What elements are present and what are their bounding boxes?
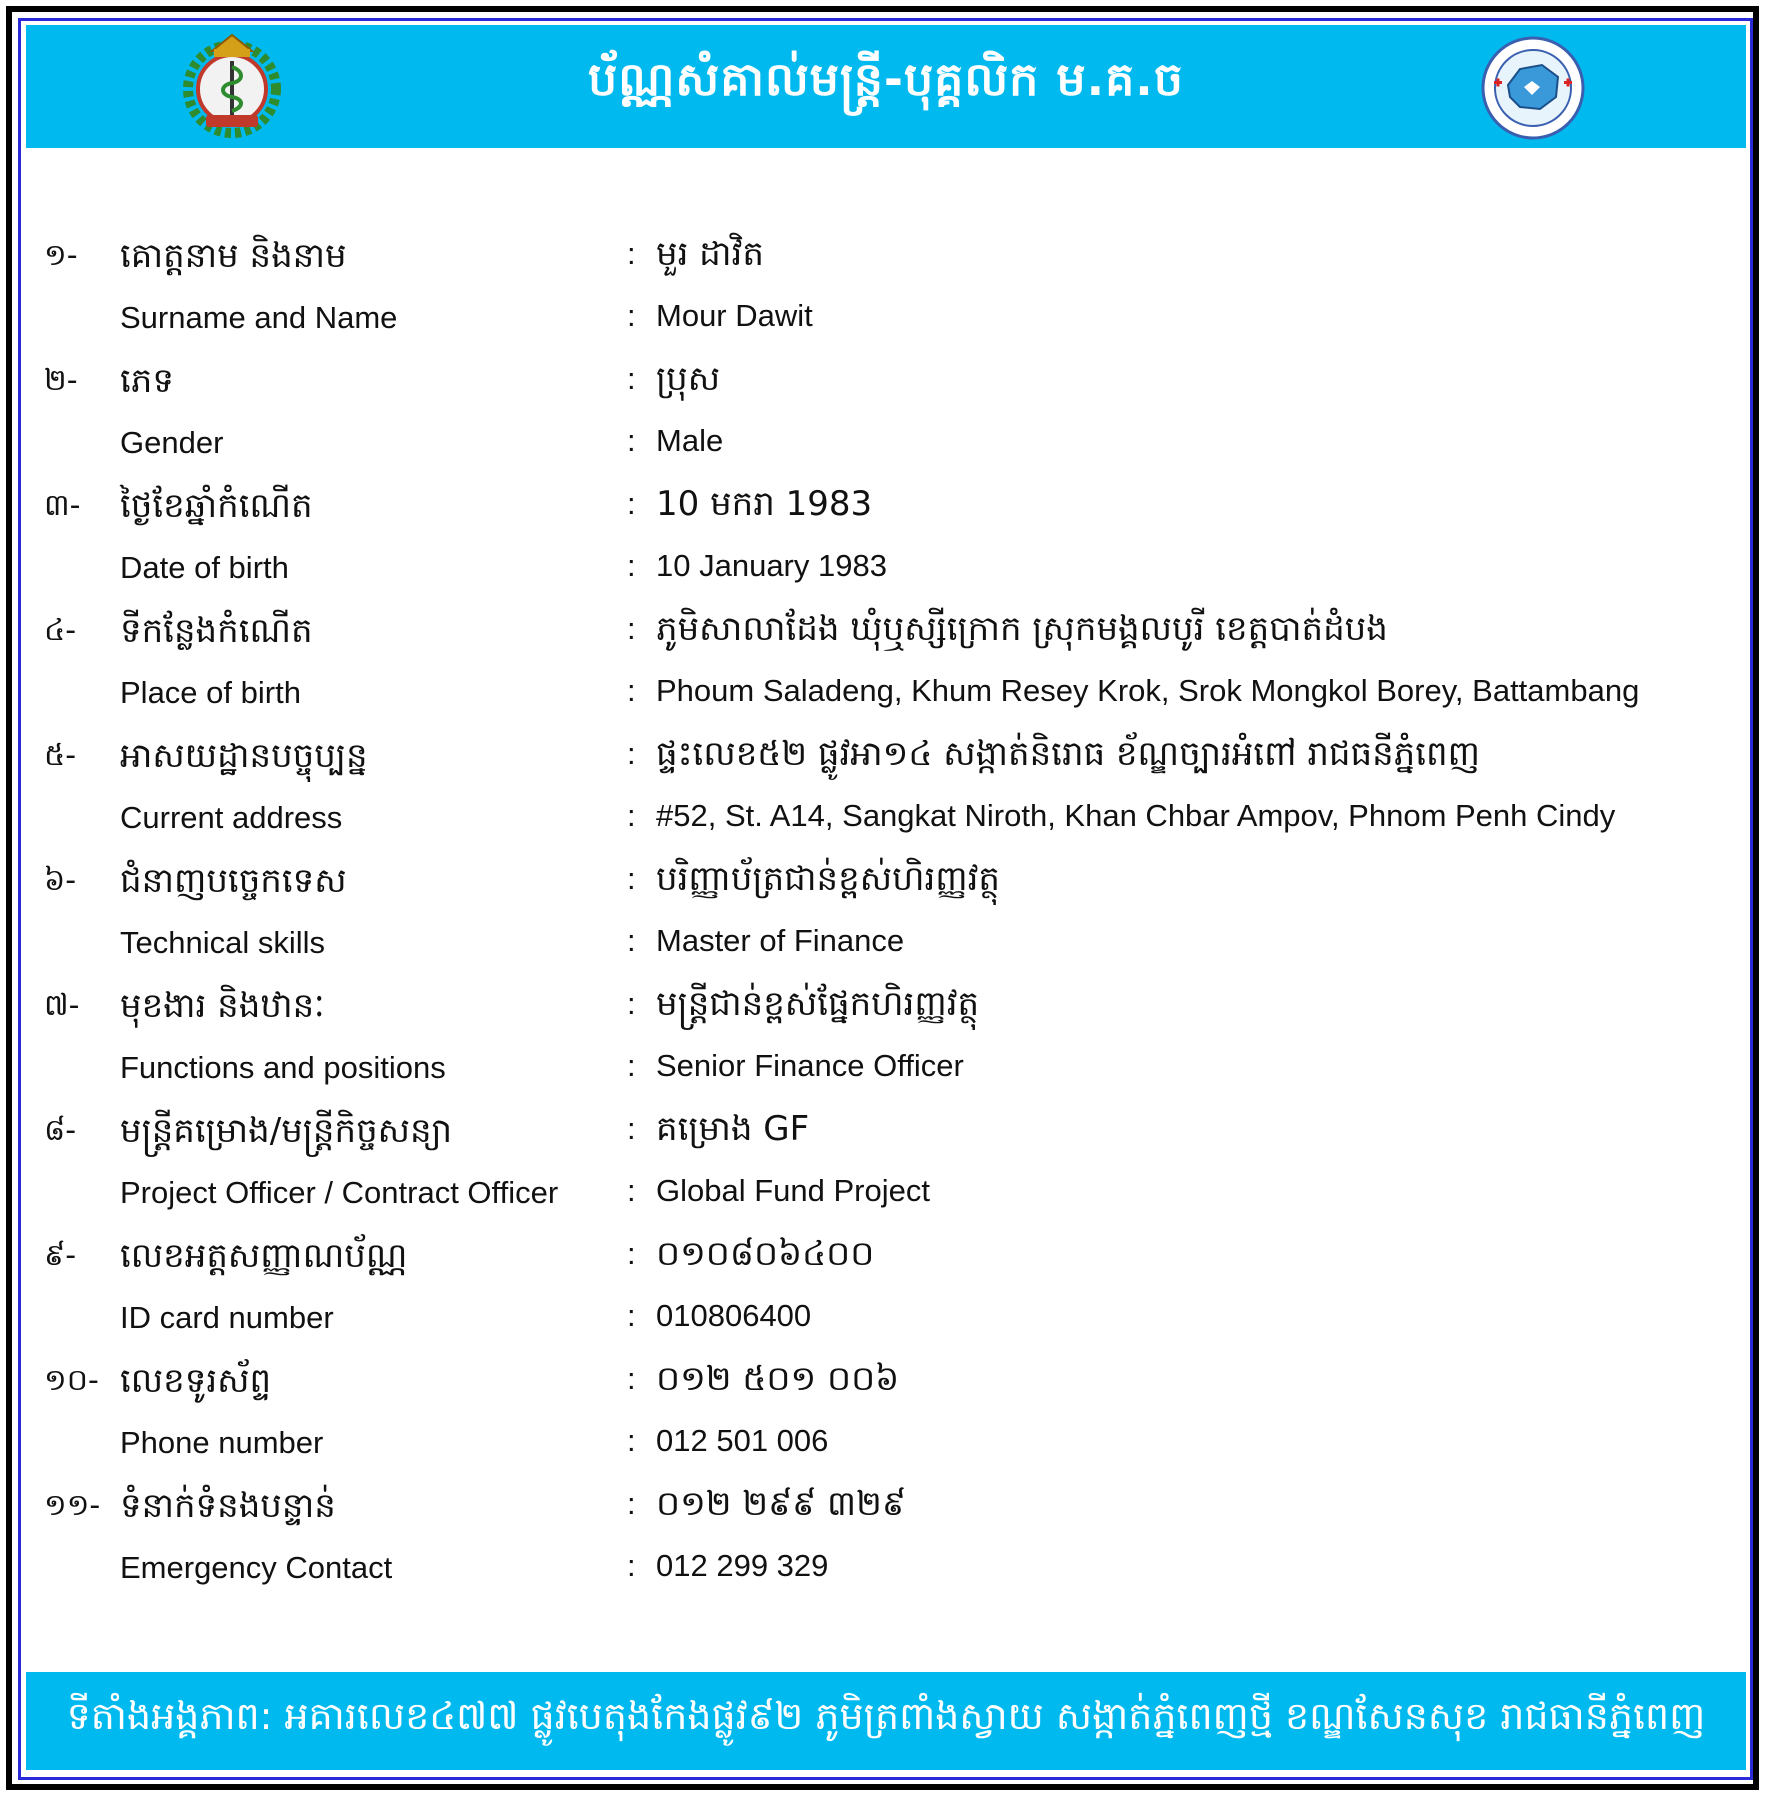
field-value-en: #52, St. A14, Sangkat Niroth, Khan Chbar Ampov, Phnom Penh Cindy	[656, 798, 1616, 833]
field-row-en	[0, 792, 1771, 848]
field-separator: :	[627, 298, 636, 333]
card-footer	[26, 1672, 1746, 1770]
field-separator: :	[627, 673, 636, 708]
field-row-en	[0, 1042, 1771, 1098]
field-separator: :	[627, 798, 636, 833]
field-row-kh	[0, 355, 1771, 411]
field-label-kh: ជំនាញបច្ចេកទេស	[120, 861, 347, 901]
field-row-kh	[0, 605, 1771, 661]
field-value-kh: ផ្ទះលេខ៥២ ផ្លូវអា១៤ សង្កាត់និរោធ ខ័ណ្ឌច្បារអំពៅ រាជធនីភ្នំពេញ	[656, 734, 1481, 774]
field-value-en: Senior Finance Officer	[656, 1048, 964, 1083]
field-label-en: Phone number	[120, 1425, 324, 1460]
field-label-kh: ទំនាក់ទំនងបន្ទាន់	[120, 1486, 336, 1526]
field-value-kh: ភូមិសាលាដែង ឃុំឬស្សីក្រោក ស្រុកមង្គលបូរី ខេត្តបាត់ដំបង	[656, 609, 1388, 649]
field-row-kh	[0, 480, 1771, 536]
field-label-kh: ភេទ	[120, 361, 174, 401]
field-row-en	[0, 1542, 1771, 1598]
field-row-en	[0, 1417, 1771, 1473]
field-row-en	[0, 417, 1771, 473]
field-separator: :	[627, 361, 636, 396]
field-label-en: Functions and positions	[120, 1050, 446, 1085]
field-number: ១១-	[44, 1488, 101, 1523]
field-label-en: Place of birth	[120, 675, 301, 710]
field-value-kh: ០១០៨០៦៤០០	[656, 1234, 875, 1274]
field-value-kh: ០១២ ២៩៩ ៣២៩	[656, 1484, 906, 1524]
field-value-kh: បរិញ្ញាប័ត្រជាន់ខ្ពស់ហិរញ្ញវត្ថុ	[656, 859, 1000, 899]
field-value-kh: 10 មករា 1983	[656, 484, 873, 524]
field-row-en	[0, 667, 1771, 723]
field-label-kh: គោត្តនាម និងនាម	[120, 236, 347, 276]
field-number: ៨-	[44, 1113, 77, 1148]
field-row-en	[0, 292, 1771, 348]
field-separator: :	[627, 1048, 636, 1083]
field-number: ៥-	[44, 738, 77, 773]
field-separator: :	[627, 1298, 636, 1333]
field-number: ៩-	[44, 1238, 77, 1273]
field-label-kh: អាសយដ្ឋានបច្ចុប្បន្ន	[120, 736, 368, 776]
field-row-kh	[0, 1105, 1771, 1161]
field-label-en: Surname and Name	[120, 300, 398, 335]
field-label-kh: លេខទូរស័ព្ទ	[120, 1361, 272, 1401]
field-value-en: Master of Finance	[656, 923, 905, 958]
card-header	[26, 25, 1746, 148]
field-label-en: Technical skills	[120, 925, 326, 960]
field-value-en: 012 501 006	[656, 1423, 829, 1458]
field-value-en: 10 January 1983	[656, 548, 887, 583]
field-label-en: Date of birth	[120, 550, 289, 585]
field-separator: :	[627, 1423, 636, 1458]
field-separator: :	[627, 986, 636, 1021]
field-label-en: Project Officer / Contract Officer	[120, 1175, 559, 1210]
field-number: ៧-	[44, 988, 80, 1023]
field-value-kh: មួរ ដាវិត	[656, 234, 764, 274]
card-title: ប័ណ្ណសំគាល់មន្ត្រី-បុគ្គលិក ម.គ.ច	[588, 52, 1184, 106]
field-separator: :	[627, 1236, 636, 1271]
field-row-kh	[0, 730, 1771, 786]
field-label-en: Emergency Contact	[120, 1550, 393, 1585]
field-separator: :	[627, 611, 636, 646]
field-separator: :	[627, 486, 636, 521]
field-number: ៦-	[44, 863, 77, 898]
field-value-kh: មន្ត្រីជាន់ខ្ពស់ផ្នែកហិរញ្ញវត្ថុ	[656, 984, 980, 1024]
field-value-en: Global Fund Project	[656, 1173, 930, 1208]
field-label-en: Gender	[120, 425, 224, 460]
field-row-kh	[0, 1230, 1771, 1286]
field-row-kh	[0, 1355, 1771, 1411]
office-location-text: ទីតាំងអង្គភាព: អគារលេខ៤៧៧ ផ្លូវបេតុងកែងផ្លូវ៩២ ភូមិត្រពាំងស្វាយ សង្កាត់ភ្នំពេញថ្មី ខណ្ឌសែនសុខ រាជធានីភ្នំពេញ	[66, 1694, 1706, 1738]
field-label-en: ID card number	[120, 1300, 334, 1335]
field-number: ៤-	[44, 613, 77, 648]
field-label-kh: មុខងារ និងឋានៈ	[120, 986, 325, 1026]
field-value-kh: ០១២ ៥០១ ០០៦	[656, 1359, 900, 1399]
field-value-en: 012 299 329	[656, 1548, 829, 1583]
field-label-kh: ទីកន្លែងកំណើត	[120, 611, 313, 651]
field-separator: :	[627, 236, 636, 271]
field-number: ២-	[44, 363, 78, 398]
field-separator: :	[627, 1548, 636, 1583]
field-separator: :	[627, 1173, 636, 1208]
field-separator: :	[627, 736, 636, 771]
field-row-kh	[0, 855, 1771, 911]
field-separator: :	[627, 1361, 636, 1396]
field-row-kh	[0, 1480, 1771, 1536]
field-number: ១០-	[44, 1363, 99, 1398]
field-label-en: Current address	[120, 800, 343, 835]
field-separator: :	[627, 423, 636, 458]
field-separator: :	[627, 861, 636, 896]
field-value-en: 010806400	[656, 1298, 812, 1333]
ministry-emblem-icon	[176, 31, 288, 141]
field-label-kh: លេខអត្តសញ្ញាណប័ណ្ណ	[120, 1236, 408, 1276]
field-row-kh	[0, 230, 1771, 286]
field-value-en: Phoum Saladeng, Khum Resey Krok, Srok Mongkol Borey, Battambang	[656, 673, 1640, 708]
field-separator: :	[627, 1111, 636, 1146]
field-separator: :	[627, 548, 636, 583]
field-value-en: Male	[656, 423, 724, 458]
field-number: ៣-	[44, 488, 81, 523]
field-label-kh: ថ្ងៃខែឆ្នាំកំណើត	[120, 486, 313, 526]
field-label-kh: មន្ត្រីគម្រោង/មន្ត្រីកិច្ចសន្យា	[120, 1111, 453, 1151]
field-value-en: Mour Dawit	[656, 298, 813, 333]
field-value-kh: គម្រោង GF	[656, 1109, 810, 1149]
field-value-kh: ប្រុស	[656, 359, 721, 399]
field-separator: :	[627, 923, 636, 958]
field-row-en	[0, 542, 1771, 598]
field-row-kh	[0, 980, 1771, 1036]
field-row-en	[0, 917, 1771, 973]
field-row-en	[0, 1292, 1771, 1348]
field-number: ១-	[44, 238, 78, 273]
field-row-en	[0, 1167, 1771, 1223]
field-separator: :	[627, 1486, 636, 1521]
cnm-logo-icon	[1480, 35, 1586, 141]
